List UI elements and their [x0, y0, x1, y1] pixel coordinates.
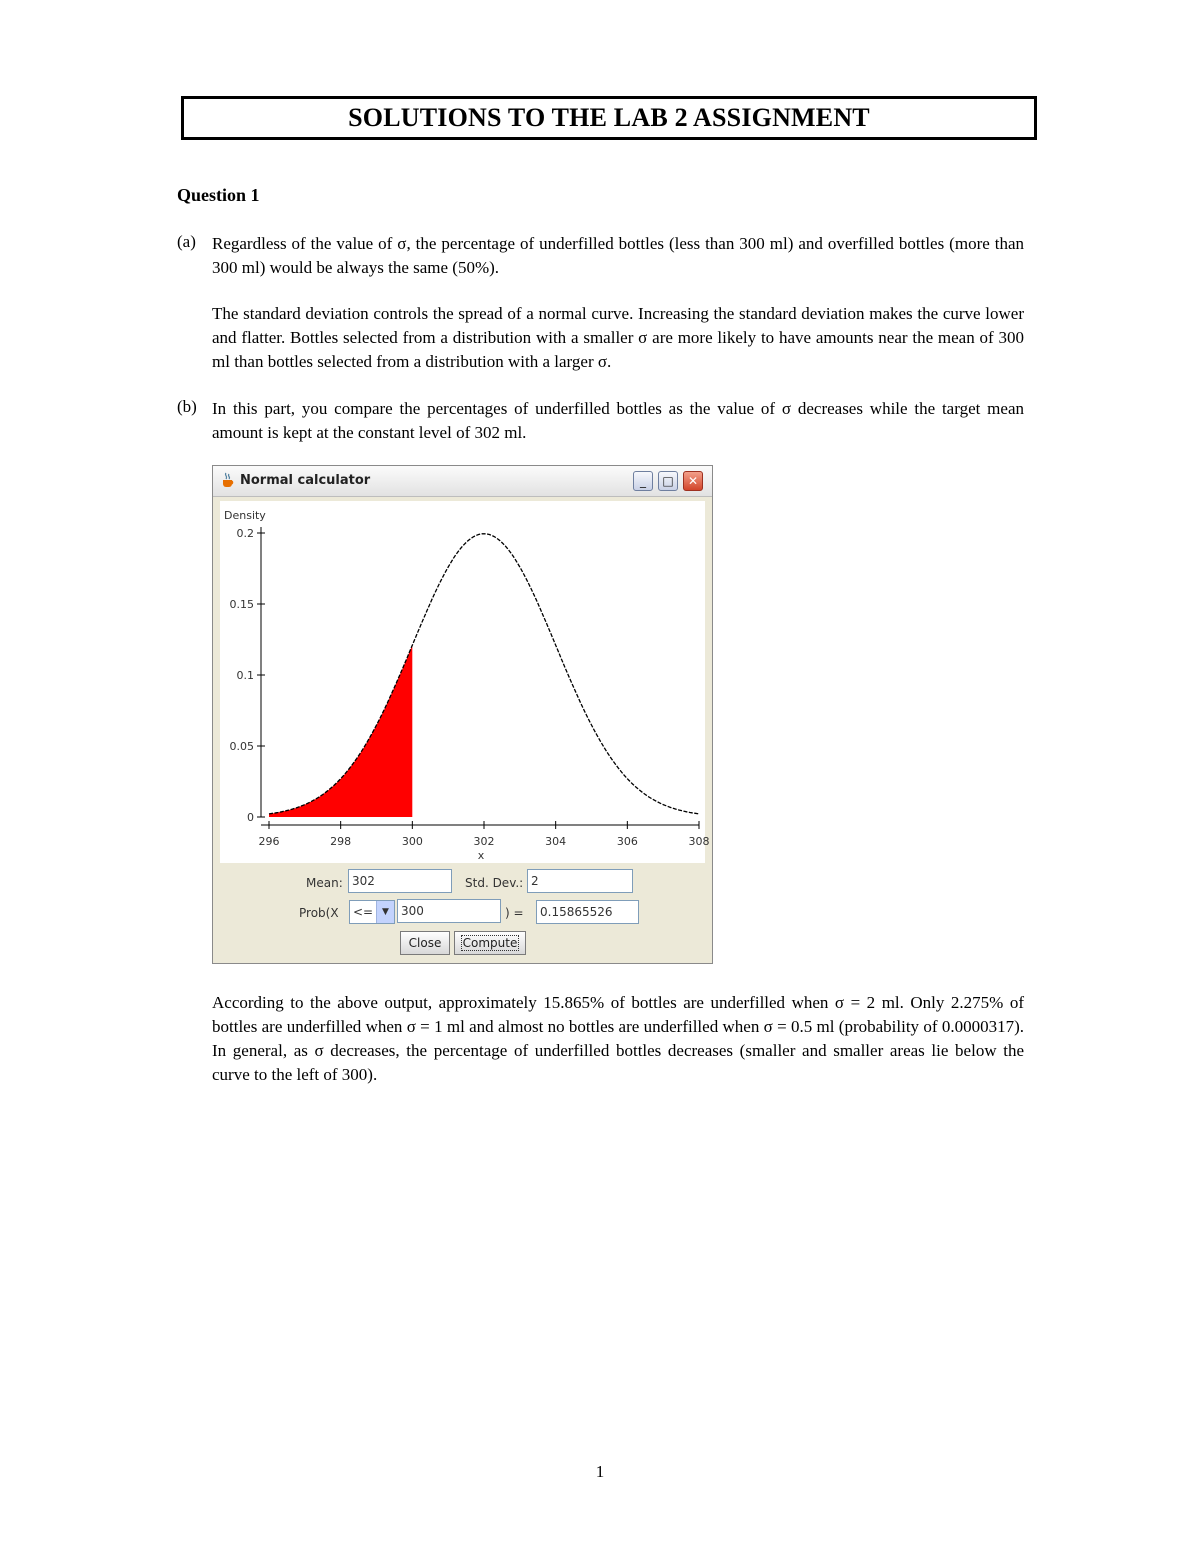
- x-tick-label-6: 308: [688, 835, 710, 848]
- part-b-paragraph-1: In this part, you compare the percentages of underfilled bottles as the value of σ decreases while the target mean amount is kept at the constant level of 302 ml.: [212, 399, 1024, 442]
- question-heading: Question 1: [177, 185, 260, 205]
- normal-density-curve: [269, 534, 699, 814]
- density-plot: [220, 501, 710, 863]
- x-tick-label-0: 296: [258, 835, 280, 848]
- x-tick-label-1: 298: [330, 835, 352, 848]
- compute-button-label: Compute: [462, 936, 518, 950]
- std-dev-label: Std. Dev.:: [465, 876, 524, 890]
- part-a-paragraph-1: Regardless of the value of σ, the percentage of underfilled bottles (less than 300 ml) and overfilled bottles (more than 300 ml) would be always the same (50%).: [212, 234, 1024, 277]
- y-tick-label-1: 0.05: [229, 740, 254, 753]
- y-tick-label-3: 0.15: [229, 598, 254, 611]
- x-tick-label-2: 300: [401, 835, 423, 848]
- chevron-down-icon[interactable]: ▼: [376, 901, 394, 923]
- y-tick-label-4: 0.2: [236, 527, 254, 540]
- x-tick-label-3: 302: [473, 835, 495, 848]
- close-button[interactable]: [400, 931, 450, 955]
- x-tick-label-4: 304: [545, 835, 567, 848]
- operator-value: <=: [353, 905, 374, 919]
- operator-select[interactable]: [349, 900, 395, 924]
- close-button-label: Close: [408, 936, 442, 950]
- page-number: 1: [595, 1462, 605, 1481]
- maximize-icon[interactable]: □: [658, 471, 678, 491]
- part-a-paragraph-2: The standard deviation controls the spread of a normal curve. Increasing the standard deviation makes the curve lower and flatter. Bottles selected from a distribution with a smaller σ are more likely to have amounts near the mean of 300 ml than bottles selected from a distribution with a larger σ.: [212, 304, 1024, 371]
- density-chart-svg: [220, 501, 710, 863]
- close-icon[interactable]: ✕: [683, 471, 703, 491]
- prob-label: Prob(X: [299, 906, 339, 920]
- shaded-probability-area: [269, 645, 412, 817]
- document-title: SOLUTIONS TO THE LAB 2 ASSIGNMENT: [181, 96, 1037, 140]
- normal-calculator-window: [212, 465, 713, 964]
- x-tick-label-5: 306: [616, 835, 638, 848]
- part-a-label: (a): [177, 232, 196, 251]
- x-value-field[interactable]: 300: [397, 899, 501, 923]
- compute-button[interactable]: [454, 931, 526, 955]
- mean-label: Mean:: [306, 876, 343, 890]
- equals-label: ) =: [505, 906, 524, 920]
- window-titlebar[interactable]: [213, 466, 712, 497]
- y-tick-label-0: 0: [247, 811, 254, 824]
- x-axis-title: x: [477, 849, 485, 862]
- part-b-paragraph-2: According to the above output, approximately 15.865% of bottles are underfilled when σ = 2 ml. Only 2.275% of bottles are underfilled when σ = 1 ml and almost no bottles are underfilled when σ = 0.5 ml (probability of 0.0000317). In general, as σ decreases, the percentage of underfilled bottles decreases (smaller and smaller areas lie below the curve to the left of 300).: [212, 993, 1024, 1084]
- java-cup-icon: [219, 471, 237, 489]
- mean-field[interactable]: 302: [348, 869, 452, 893]
- y-axis-ticks: [230, 527, 266, 824]
- result-field[interactable]: 0.15865526: [536, 900, 639, 924]
- std-dev-field[interactable]: 2: [527, 869, 633, 893]
- y-tick-label-2: 0.1: [236, 669, 254, 682]
- window-title: Normal calculator: [240, 473, 371, 488]
- minimize-icon[interactable]: _: [633, 471, 653, 491]
- y-axis-title: Density: [224, 509, 266, 522]
- part-b-label: (b): [177, 397, 197, 416]
